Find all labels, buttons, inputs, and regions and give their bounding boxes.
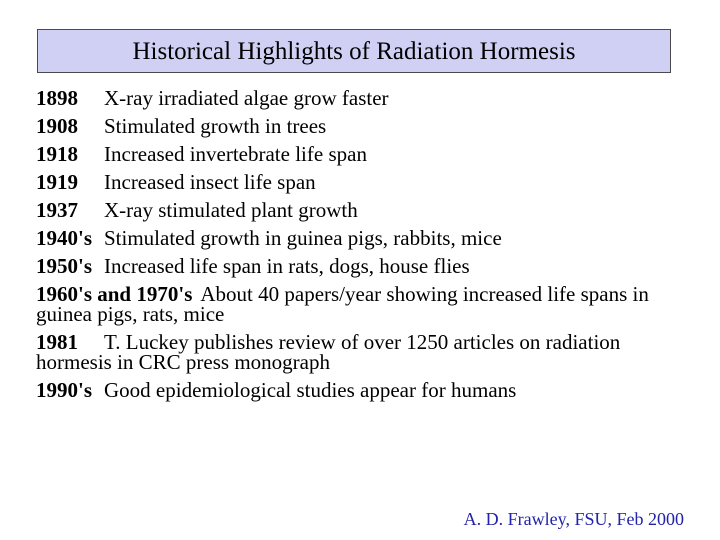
entry-text: About 40 papers/year showing increased life spans in guinea pigs, rats, mice xyxy=(36,282,649,326)
slide-title: Historical Highlights of Radiation Hormesis xyxy=(37,29,671,73)
entry-year: 1919 xyxy=(36,170,78,194)
entry-year: 1990's xyxy=(36,378,93,402)
entry-year: 1960's and 1970's xyxy=(36,282,193,306)
timeline-entry xyxy=(36,280,696,328)
timeline-entry xyxy=(36,224,696,252)
author-credit: A. D. Frawley, FSU, Feb 2000 xyxy=(463,509,684,529)
entry-year: 1918 xyxy=(36,142,78,166)
entry-year: 1981 xyxy=(36,330,78,354)
entry-text: X-ray stimulated plant growth xyxy=(104,198,358,222)
entry-text: X-ray irradiated algae grow faster xyxy=(104,86,389,110)
entry-text: Stimulated growth in guinea pigs, rabbits, mice xyxy=(104,226,502,250)
timeline-entry xyxy=(36,328,696,376)
timeline-entry xyxy=(36,252,696,280)
entry-year: 1940's xyxy=(36,226,93,250)
timeline-entry xyxy=(36,84,696,112)
entry-text: Increased insect life span xyxy=(104,170,316,194)
timeline-entry xyxy=(36,112,696,140)
timeline-entry xyxy=(36,168,696,196)
entry-year: 1908 xyxy=(36,114,78,138)
timeline-list xyxy=(36,84,696,404)
entry-text: Stimulated growth in trees xyxy=(104,114,327,138)
timeline-entry xyxy=(36,140,696,168)
entry-year: 1937 xyxy=(36,198,78,222)
timeline-entry xyxy=(36,196,696,224)
entry-text: T. Luckey publishes review of over 1250 articles on radiation hormesis in CRC press monograph xyxy=(36,330,621,374)
entry-year: 1898 xyxy=(36,86,78,110)
timeline-entry xyxy=(36,376,696,404)
entry-text: Increased life span in rats, dogs, house flies xyxy=(104,254,470,278)
entry-text: Increased invertebrate life span xyxy=(104,142,367,166)
entry-year: 1950's xyxy=(36,254,93,278)
entry-text: Good epidemiological studies appear for humans xyxy=(104,378,517,402)
